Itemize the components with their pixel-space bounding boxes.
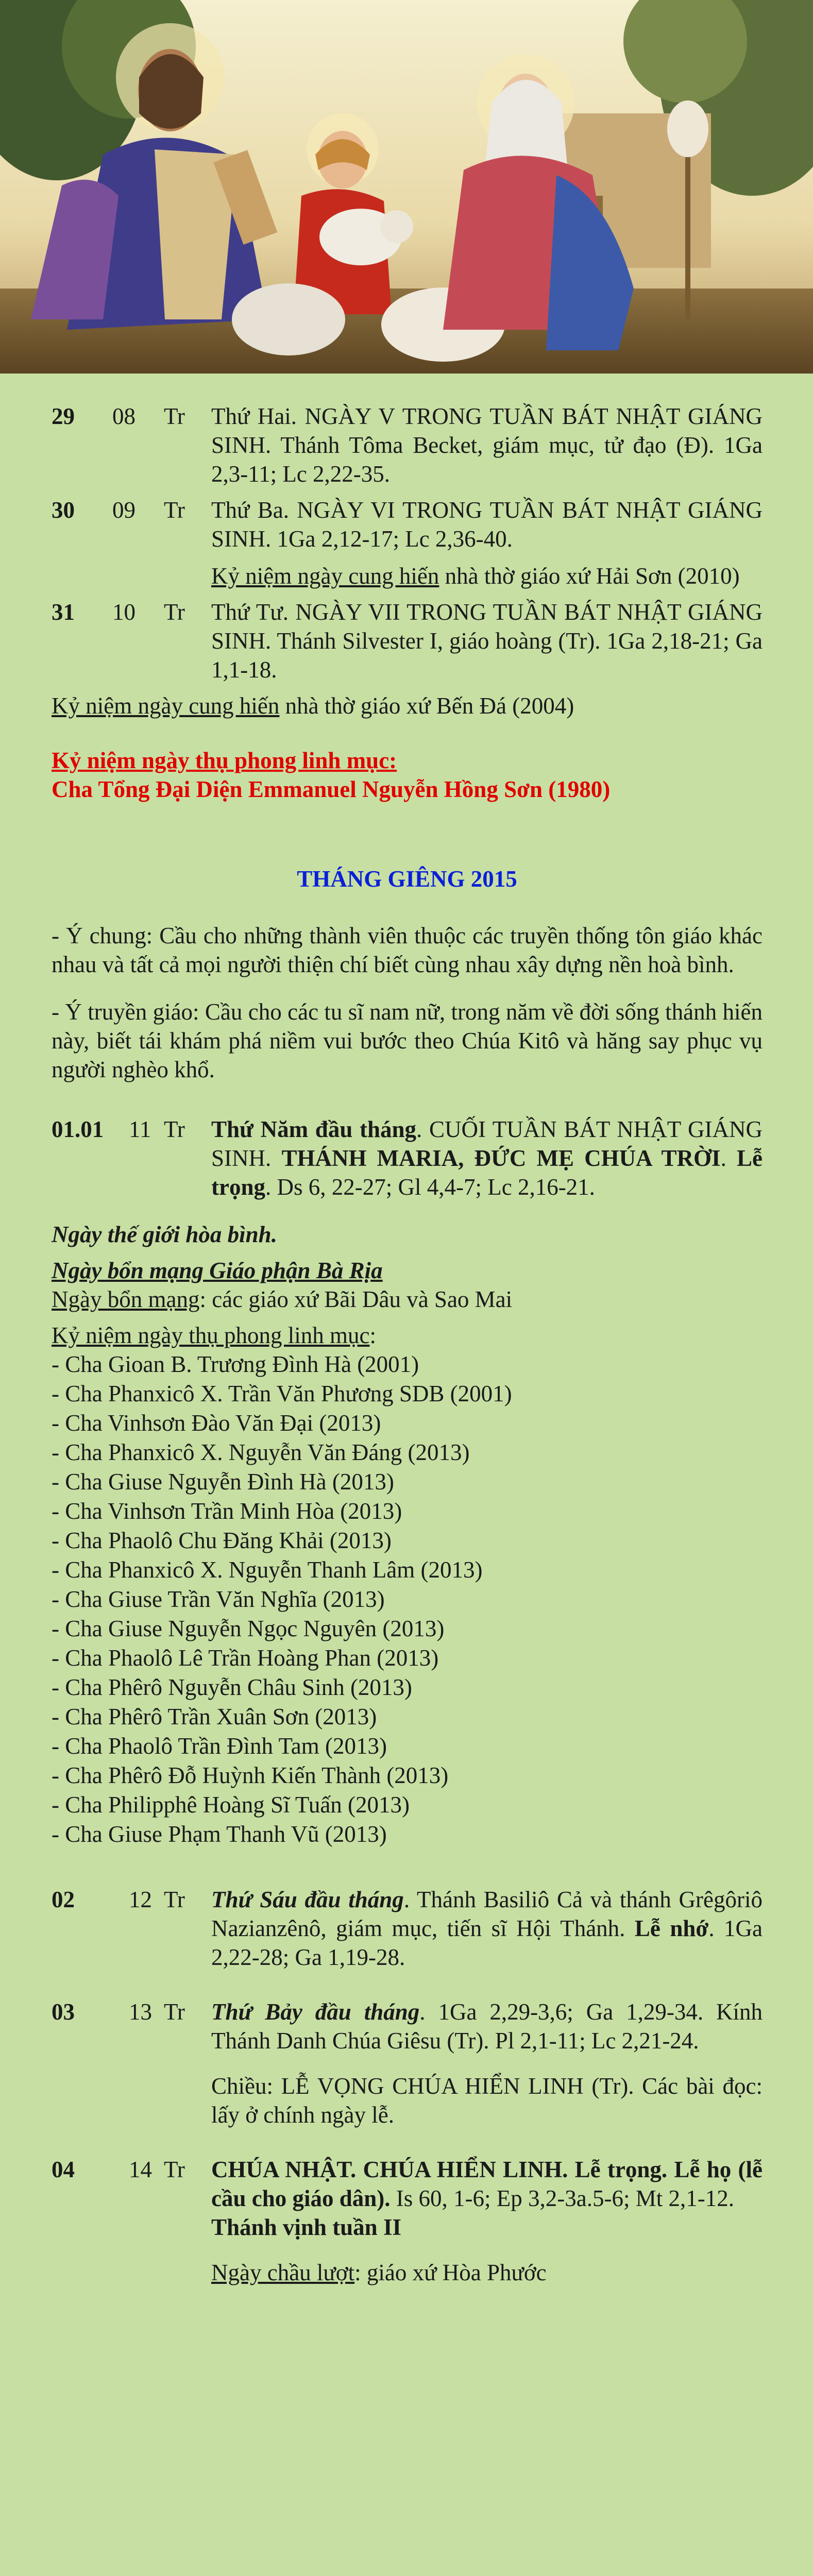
calendar-entry-jan-01 <box>52 1115 763 1201</box>
list-item: - Cha Phanxicô X. Nguyễn Văn Đáng (2013) <box>52 1439 470 1465</box>
list-item: - Cha Phaolô Chu Đăng Khải (2013) <box>52 1528 392 1553</box>
entry-text: Thứ Ba. NGÀY VI TRONG TUẦN BÁT NHẬT GIÁNG SINH. 1Ga 2,12-17; Lc 2,36-40. <box>211 497 763 552</box>
list-item: - Cha Phêrô Đỗ Huỳnh Kiến Thành (2013) <box>52 1762 449 1788</box>
entry-color: Tr <box>164 2157 185 2182</box>
entry-color: Tr <box>164 599 185 625</box>
calendar-entry-dec-29 <box>52 402 763 488</box>
list-item: - Cha Giuse Trần Văn Nghĩa (2013) <box>52 1586 385 1612</box>
calendar-entry-jan-02 <box>52 1885 763 1972</box>
world-peace-day: Ngày thế giới hòa bình. <box>52 1222 277 1247</box>
diocese-patron-day: Ngày bổn mạng Giáo phận Bà Rịa <box>52 1258 383 1283</box>
list-item: - Cha Giuse Phạm Thanh Vũ (2013) <box>52 1821 387 1847</box>
calendar-entry-jan-03 <box>52 1997 763 2129</box>
entry-day: 29 <box>52 403 75 429</box>
entry-day: 30 <box>52 497 75 523</box>
ordination-anniversary-name: Cha Tổng Đại Diện Emmanuel Nguyễn Hồng Sơn (1980) <box>52 776 611 802</box>
list-item: - Cha Vinhsơn Trần Minh Hòa (2013) <box>52 1498 402 1524</box>
entry-color: Tr <box>164 1999 185 2025</box>
entry-lunar-day: 08 <box>112 403 136 429</box>
entry-text: CHÚA NHẬT. CHÚA HIỂN LINH. Lễ trọng. Lễ họ (lễ cầu cho giáo dân). Is 60, 1-6; Ep 3,2-3a.5-6; Mt 2,1-12. <box>211 2157 763 2211</box>
calendar-entry-dec-30 <box>52 496 763 590</box>
entry-lunar-day: 14 <box>129 2157 152 2182</box>
dedication-anniversary: Kỷ niệm ngày cung hiến nhà thờ giáo xứ Bến Đá (2004) <box>52 693 574 719</box>
entry-text: Thứ Hai. NGÀY V TRONG TUẦN BÁT NHẬT GIÁNG SINH. Thánh Tôma Becket, giám mục, tử đạo (Đ). 1Ga 2,3-11; Lc 2,22-35. <box>211 403 763 487</box>
entry-color: Tr <box>164 497 185 523</box>
entry-text: Thứ Tư. NGÀY VII TRONG TUẦN BÁT NHẬT GIÁNG SINH. Thánh Silvester I, giáo hoàng (Tr). 1Ga 2,18-21; Ga 1,1-18. <box>211 599 763 683</box>
entry-day: 03 <box>52 1999 75 2025</box>
general-intention: - Ý chung: Cầu cho những thành viên thuộc các truyền thống tôn giáo khác nhau và tất cả mọi người thiện chí biết cùng nhau xây dựng nền hoà bình. <box>52 923 763 977</box>
list-item: - Cha Giuse Nguyễn Đình Hà (2013) <box>52 1469 394 1495</box>
entry-text: Thứ Năm đầu tháng. CUỐI TUẦN BÁT NHẬT GIÁNG SINH. THÁNH MARIA, ĐỨC MẸ CHÚA TRỜI. Lễ trọng. Ds 6, 22-27; Gl 4,4-7; Lc 2,16-21. <box>211 1116 763 1200</box>
list-item: - Cha Phêrô Nguyễn Châu Sinh (2013) <box>52 1674 412 1700</box>
vigil-note: Chiều: LỄ VỌNG CHÚA HIỂN LINH (Tr). Các bài đọc: lấy ở chính ngày lễ. <box>211 2073 763 2128</box>
entry-color: Tr <box>164 1887 185 1912</box>
list-item: - Cha Phêrô Trần Xuân Sơn (2013) <box>52 1704 377 1730</box>
entry-day: 02 <box>52 1887 75 1912</box>
list-item: - Cha Phaolô Trần Đình Tam (2013) <box>52 1733 387 1759</box>
calendar-entry-dec-31 <box>52 598 763 684</box>
month-title: THÁNG GIÊNG 2015 <box>297 866 517 892</box>
priest-list <box>52 1350 763 1849</box>
entry-text: Thứ Sáu đầu tháng. Thánh Basiliô Cả và thánh Grêgôriô Nazianzênô, giám mục, tiến sĩ Hội Thánh. Lễ nhớ. 1Ga 2,22-28; Ga 1,19-28. <box>211 1887 763 1970</box>
list-item: - Cha Giuse Nguyễn Ngọc Nguyên (2013) <box>52 1616 445 1641</box>
ordination-anniversary-label: Kỷ niệm ngày thụ phong linh mục: <box>52 748 397 773</box>
list-item: - Cha Phanxicô X. Trần Văn Phương SDB (2001) <box>52 1381 512 1406</box>
ordination-list-heading: Kỷ niệm ngày thụ phong linh mục: <box>52 1323 376 1348</box>
dedication-note: Kỷ niệm ngày cung hiến nhà thờ giáo xứ Hải Sơn (2010) <box>211 563 740 589</box>
entry-lunar-day: 13 <box>129 1999 152 2025</box>
entry-lunar-day: 12 <box>129 1887 152 1912</box>
entry-color: Tr <box>164 1116 185 1142</box>
mission-intention: - Ý truyền giáo: Cầu cho các tu sĩ nam nữ, trong năm về đời sống thánh hiến này, biết tái khám phá niềm vui bước theo Chúa Kitô và hăng say phục vụ người nghèo khổ. <box>52 999 763 1082</box>
entry-text: Thứ Bảy đầu tháng. 1Ga 2,29-3,6; Ga 1,29-34. Kính Thánh Danh Chúa Giêsu (Tr). Pl 2,1-11; Lc 2,21-24. <box>211 1999 763 2054</box>
entry-lunar-day: 09 <box>112 497 136 523</box>
holy-family-image <box>0 0 813 374</box>
list-item: - Cha Gioan B. Trương Đình Hà (2001) <box>52 1351 419 1377</box>
entry-lunar-day: 11 <box>129 1116 151 1142</box>
psalter-week: Thánh vịnh tuần II <box>211 2214 401 2240</box>
entry-day: 31 <box>52 599 75 625</box>
list-item: - Cha Phanxicô X. Nguyễn Thanh Lâm (2013) <box>52 1557 483 1583</box>
calendar-entry-jan-04 <box>52 2155 763 2287</box>
list-item: - Cha Philipphê Hoàng Sĩ Tuấn (2013) <box>52 1792 410 1818</box>
list-item: - Cha Vinhsơn Đào Văn Đại (2013) <box>52 1410 381 1436</box>
entry-day: 01.01 <box>52 1116 104 1142</box>
entry-day: 04 <box>52 2157 75 2182</box>
entry-color: Tr <box>164 403 185 429</box>
list-item: - Cha Phaolô Lê Trần Hoàng Phan (2013) <box>52 1645 439 1671</box>
parish-patron-day: Ngày bổn mạng: các giáo xứ Bãi Dâu và Sao Mai <box>52 1286 513 1312</box>
entry-lunar-day: 10 <box>112 599 136 625</box>
adoration-note: Ngày chầu lượt: giáo xứ Hòa Phước <box>211 2260 547 2285</box>
